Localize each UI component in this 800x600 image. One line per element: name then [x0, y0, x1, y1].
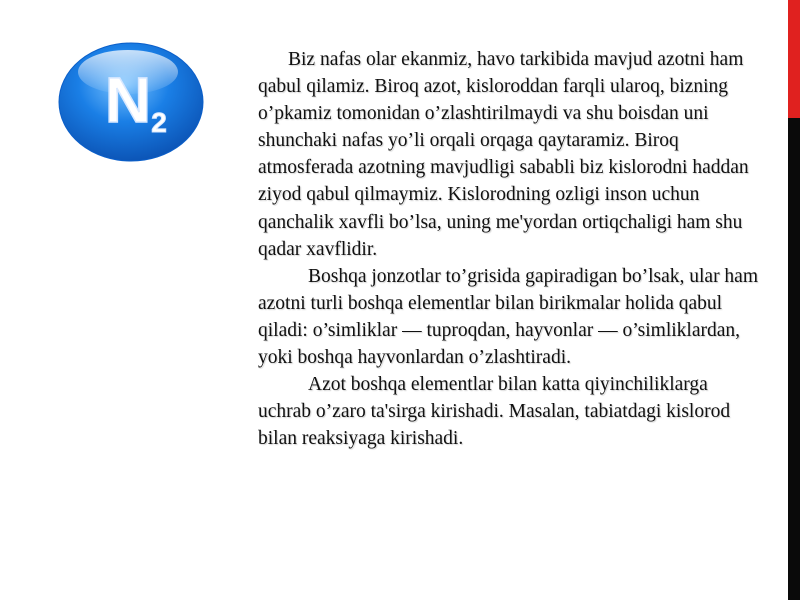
logo-subscript: 2: [151, 107, 167, 138]
body-text: [258, 46, 758, 452]
nitrogen-n2-icon: [56, 40, 206, 164]
paragraph-2: Boshqa jonzotlar to’grisida gapiradigan bo’lsak, ular ham azotni turli boshqa elementlar bilan birikmalar holida qabul qiladi: o’simliklar — tuproqdan, hayvonlar — o’simliklardan, yoki boshqa hayvonlardan o’zlashtiradi.: [258, 265, 759, 369]
side-accent-bar-black: [788, 118, 800, 600]
paragraph-1: Biz nafas olar ekanmiz, havo tarkibida mavjud azotni ham qabul qilamiz. Biroq azot, kisloroddan farqli ularoq, bizning o’pkamiz tomonidan o’zlashtirilmaydi va shu boisdan uni shunchaki nafas yo’li orqali orqaga qaytaramiz. Biroq atmosferada azotning mavjudligi sababli biz kislorodni haddan ziyod qabul qilmaymiz. Kislorodning ozligi inson uchun qanchalik xavfli bo’lsa, uning me'yordan ortiqchaligi ham shu qadar xavflidir.: [258, 49, 749, 260]
paragraph-3: Azot boshqa elementlar bilan katta qiyinchiliklarga uchrab o’zaro ta'sirga kirishadi. Masalan, tabiatdagi kislorod bilan reaksiyaga kirishadi.: [258, 374, 731, 450]
logo-symbol: N: [104, 64, 152, 136]
side-accent-bar-red: [788, 0, 800, 118]
